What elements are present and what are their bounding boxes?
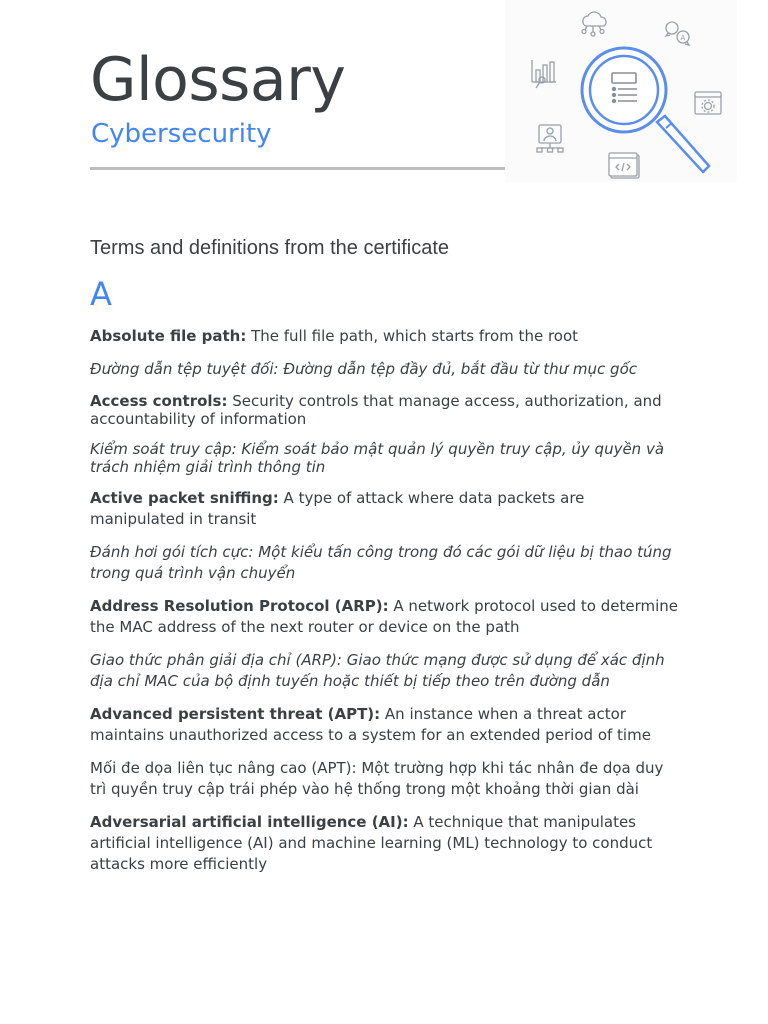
glossary-entries <box>90 326 682 887</box>
entry-translation: Đường dẫn tệp tuyệt đối: Đường dẫn tệp đầy đủ, bắt đầu từ thư mục gốc <box>90 360 637 378</box>
glossary-entry <box>90 812 682 875</box>
entry-term: Advanced persistent threat (APT): <box>90 705 381 723</box>
entry-definition: A type of attack where data packets are manipulated in transit <box>90 489 585 528</box>
entry-term: Access controls: <box>90 392 228 410</box>
glossary-entry <box>90 326 682 347</box>
glossary-entry <box>90 392 682 428</box>
entry-term: Absolute file path: <box>90 327 247 345</box>
page-title: Glossary <box>90 45 346 115</box>
entry-term: Active packet sniffing: <box>90 489 279 507</box>
entry-term: Adversarial artificial intelligence (AI): <box>90 813 409 831</box>
section-letter: A <box>90 275 112 313</box>
entry-term: Address Resolution Protocol (ARP): <box>90 597 389 615</box>
entry-translation: Kiểm soát truy cập: Kiểm soát bảo mật quản lý quyền truy cập, ủy quyền và trách nhiệm giải trình thông tin <box>90 440 665 476</box>
entry-translation: Đánh hơi gói tích cực: Một kiểu tấn công trong đó các gói dữ liệu bị thao túng trong quá trình vận chuyển <box>90 543 672 582</box>
hero-illustration <box>505 0 737 182</box>
page-subtitle: Cybersecurity <box>91 119 272 149</box>
entry-translation: Mối đe dọa liên tục nâng cao (APT): Một trường hợp khi tác nhân đe dọa duy trì quyền truy cập trái phép vào hệ thống trong một khoảng thời gian dài <box>90 759 664 798</box>
entry-definition: A technique that manipulates artificial intelligence (AI) and machine learning (ML) technology to conduct attacks more efficiently <box>90 813 653 873</box>
entry-definition: Security controls that manage access, authorization, and accountability of information <box>90 392 662 428</box>
entry-definition: The full file path, which starts from the root <box>246 327 579 345</box>
entry-translation: Giao thức phân giải địa chỉ (ARP): Giao thức mạng được sử dụng để xác định địa chỉ MAC của bộ định tuyến hoặc thiết bị tiếp theo trên đường dẫn <box>90 651 665 690</box>
glossary-entry <box>90 704 682 746</box>
glossary-entry <box>90 596 682 638</box>
entry-definition: An instance when a threat actor maintains unauthorized access to a system for an extended period of time <box>90 705 651 744</box>
intro-text: Terms and definitions from the certificate <box>90 237 450 259</box>
svg-text:A: A <box>680 34 686 42</box>
entry-definition: A network protocol used to determine the MAC address of the next router or device on the path <box>90 597 679 636</box>
code-window-icon <box>609 153 639 178</box>
glossary-entry <box>90 488 682 530</box>
